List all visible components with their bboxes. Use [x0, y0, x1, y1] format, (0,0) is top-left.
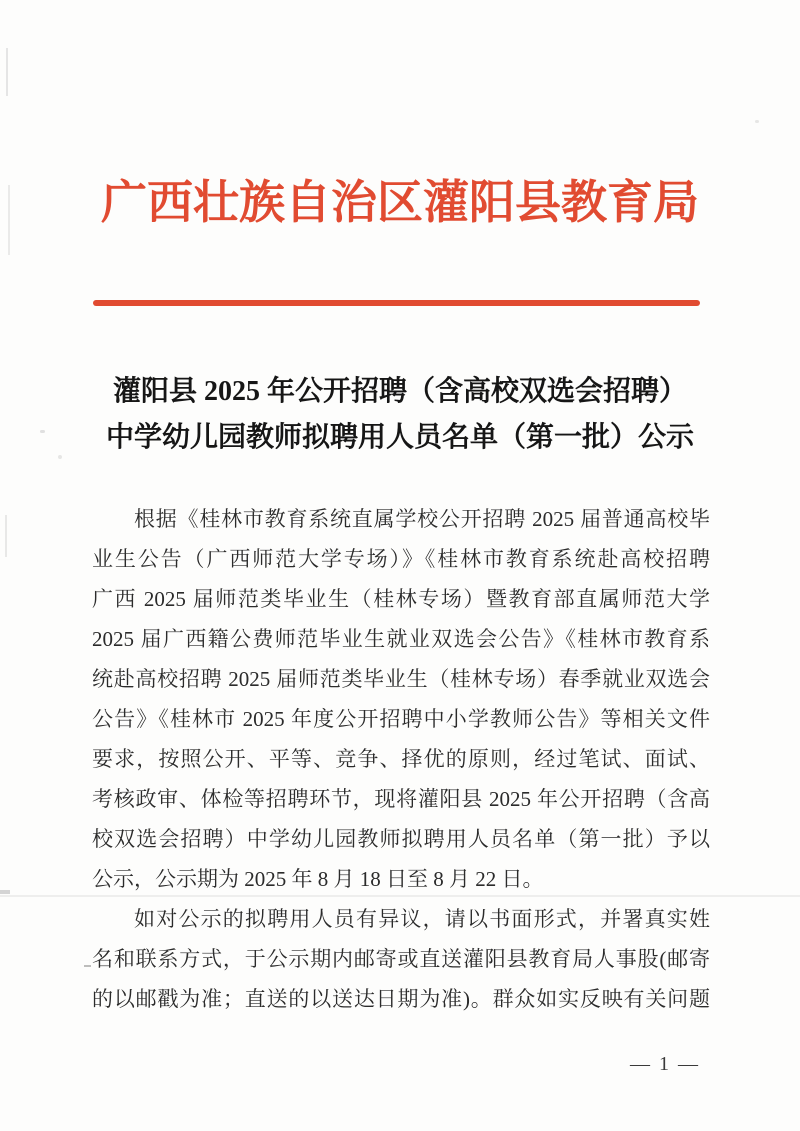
scan-artifact-speck	[5, 515, 7, 557]
body-line: 2025 届广西籍公费师范毕业生就业双选会公告》《桂林市教育系	[92, 627, 710, 651]
doc-title-line-2: 中学幼儿园教师拟聘用人员名单（第一批）公示	[105, 422, 694, 453]
body-line: 名和联系方式，于公示期内邮寄或直送灌阳县教育局人事股(邮寄	[92, 947, 710, 971]
agency-header-title: 广西壮族自治区灌阳县教育局	[101, 177, 699, 228]
body-line: 广西 2025 届师范类毕业生（桂林专场）暨教育部直属师范大学	[92, 587, 710, 611]
doc-title	[0, 369, 800, 461]
body-line: 业生公告（广西师范大学专场）》《桂林市教育系统赴高校招聘	[92, 547, 710, 571]
scan-artifact-speck	[0, 890, 10, 894]
paragraph-objection-instructions	[92, 899, 710, 1019]
scan-artifact-speck	[6, 48, 8, 96]
body-line: 考核政审、体检等招聘环节，现将灌阳县 2025 年公开招聘（含高	[92, 787, 710, 811]
body-line: 的以邮戳为准；直送的以送达日期为准)。群众如实反映有关问题	[92, 987, 710, 1011]
body-line: 根据《桂林市教育系统直属学校公开招聘 2025 届普通高校毕	[134, 507, 710, 531]
page-number: — 1 —	[630, 1053, 700, 1075]
red-divider-line	[93, 300, 700, 306]
body-line: 统赴高校招聘 2025 届师范类毕业生（桂林专场）春季就业双选会	[92, 667, 710, 691]
doc-title-line-1: 灌阳县 2025 年公开招聘（含高校双选会招聘）	[112, 376, 687, 407]
body-line: 公告》《桂林市 2025 年度公开招聘中小学教师公告》等相关文件	[92, 707, 710, 731]
body-line: 如对公示的拟聘用人员有异议，请以书面形式，并署真实姓	[134, 907, 710, 931]
body-line: 校双选会招聘）中学幼儿园教师拟聘用人员名单（第一批）予以	[92, 827, 710, 851]
scan-artifact-speck	[84, 965, 91, 967]
body-line: 要求，按照公开、平等、竞争、择优的原则，经过笔试、面试、	[92, 747, 710, 771]
scan-artifact-speck	[755, 120, 759, 123]
body-line: 公示，公示期为 2025 年 8 月 18 日至 8 月 22 日。	[92, 867, 544, 891]
paragraph-basis	[92, 499, 710, 899]
body-text	[92, 499, 710, 1019]
